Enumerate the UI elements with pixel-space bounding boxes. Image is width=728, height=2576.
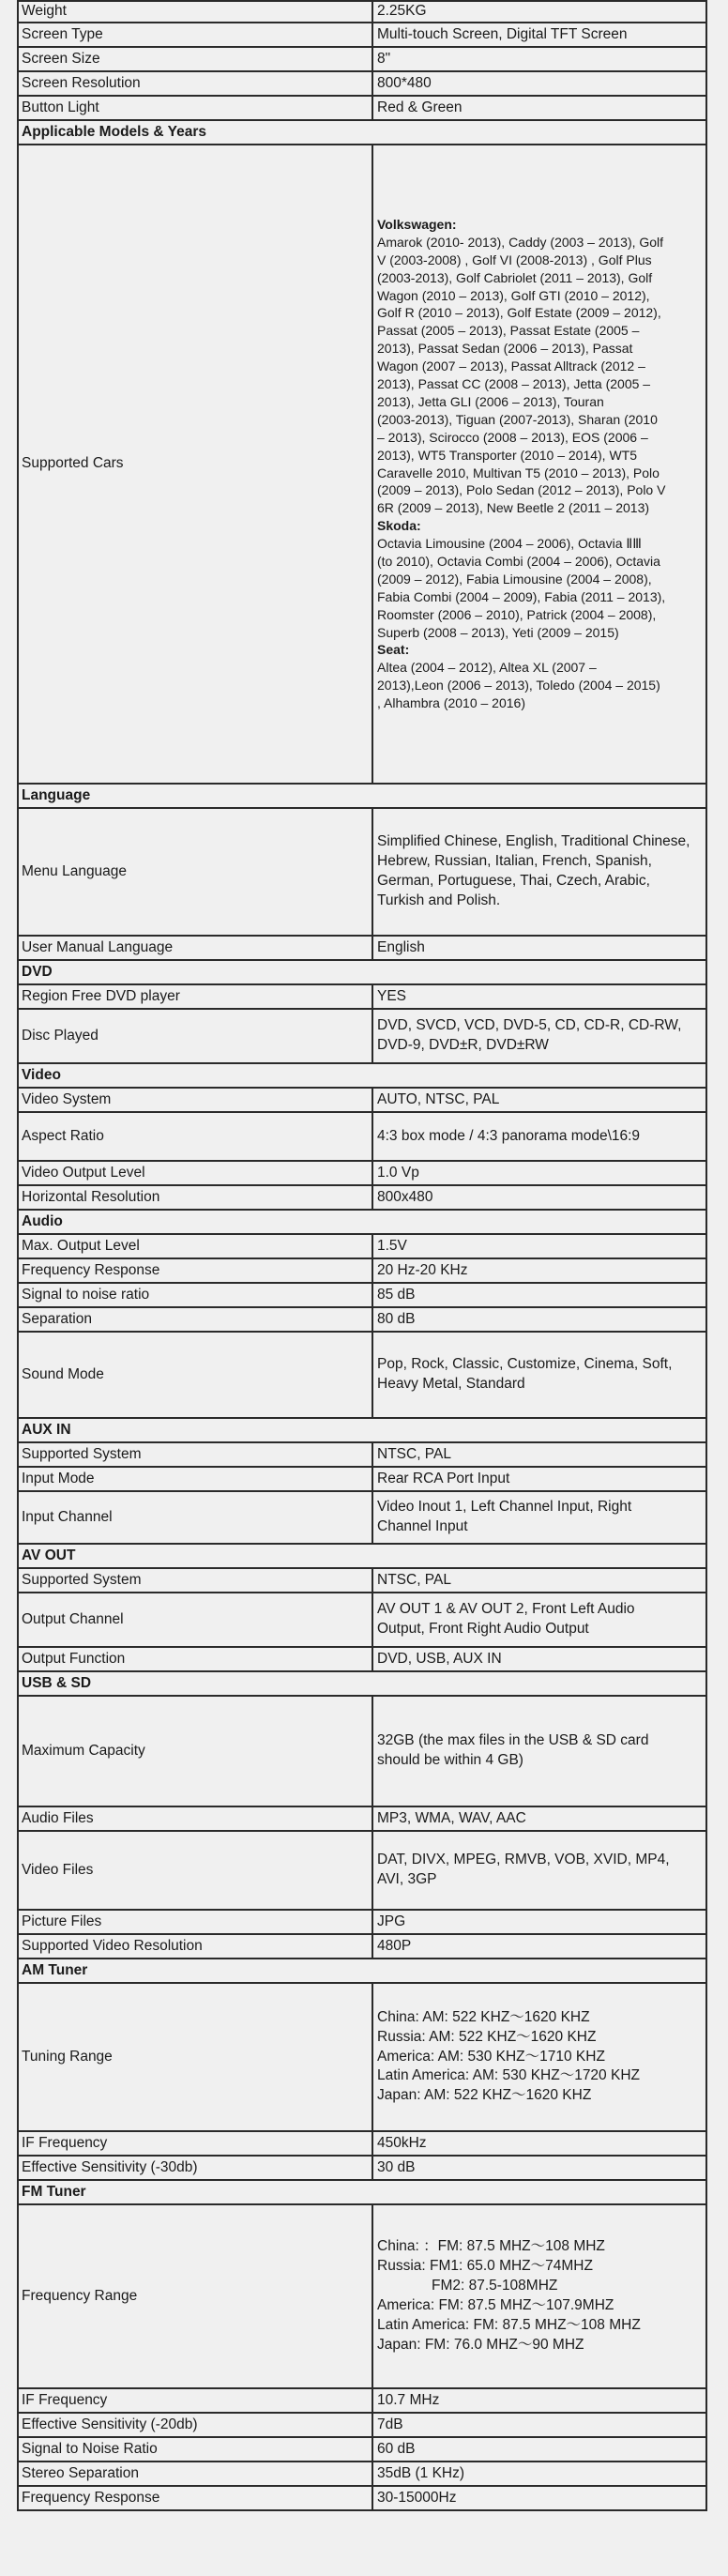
spec-label: Supported Cars — [18, 145, 372, 784]
spec-value-line: DVD-9, DVD±R, DVD±RW — [377, 1037, 549, 1053]
spec-label: Region Free DVD player — [18, 984, 372, 1009]
section-header-av-out — [18, 1544, 706, 1568]
spec-value-line: Japan: AM: 522 KHZ～1620 KHZ — [377, 2087, 592, 2104]
spec-value — [372, 1831, 706, 1910]
spec-label: Input Channel — [18, 1491, 372, 1544]
spec-value — [372, 1112, 706, 1161]
spec-row-video-files — [18, 1831, 706, 1910]
spec-label: Supported System — [18, 1442, 372, 1467]
spec-value-line: Simplified Chinese, English, Traditional Chinese, — [377, 833, 690, 850]
spec-value — [372, 71, 706, 96]
spec-value — [372, 1258, 706, 1283]
spec-value-line: MP3, WMA, WAV, AAC — [377, 1809, 526, 1826]
spec-label: Signal to Noise Ratio — [18, 2437, 372, 2462]
spec-value-line: (to 2010), Octavia Combi (2004 – 2006), Octavia — [377, 553, 660, 569]
spec-value — [372, 1983, 706, 2131]
spec-row-sound-mode — [18, 1332, 706, 1418]
spec-value-line: Multi-touch Screen, Digital TFT Screen — [377, 25, 628, 42]
spec-value-line: 80 dB — [377, 1310, 416, 1327]
spec-value-line: 2013), Jetta GLI (2006 – 2013), Touran — [377, 393, 604, 409]
spec-label: Max. Output Level — [18, 1234, 372, 1258]
spec-value — [372, 96, 706, 120]
spec-value-line: 4:3 box mode / 4:3 panorama mode\16:9 — [377, 1127, 641, 1144]
spec-value-line: (2003-2013), Golf Cabriolet (2011 – 2013), Golf — [377, 269, 653, 285]
spec-value-line: – 2013), Scirocco (2008 – 2013), EOS (2006 – — [377, 429, 648, 445]
spec-label: Disc Played — [18, 1009, 372, 1063]
spec-value-line: , Alhambra (2010 – 2016) — [377, 695, 525, 711]
spec-row-input-mode — [18, 1467, 706, 1491]
spec-row-supported-system — [18, 1442, 706, 1467]
section-title: USB & SD — [18, 1671, 706, 1696]
spec-value — [372, 1647, 706, 1671]
spec-value-line: Channel Input — [377, 1518, 468, 1534]
spec-row-supported-cars — [18, 145, 706, 784]
spec-value-line: 800*480 — [377, 74, 432, 91]
spec-label: Picture Files — [18, 1910, 372, 1934]
spec-value-line: 60 dB — [377, 2440, 416, 2457]
spec-row-supported-system — [18, 1568, 706, 1593]
section-title: AUX IN — [18, 1418, 706, 1442]
spec-row-maximum-capacity — [18, 1696, 706, 1806]
spec-value-line: FM2: 87.5-108MHZ — [432, 2278, 558, 2294]
spec-value — [372, 1234, 706, 1258]
spec-value-line: Pop, Rock, Classic, Customize, Cinema, Soft, — [377, 1356, 673, 1373]
spec-value-line: AUTO, NTSC, PAL — [377, 1090, 500, 1107]
spec-row-supported-video-resolution — [18, 1934, 706, 1959]
spec-value-line: America: AM: 530 KHZ～1710 KHZ — [377, 2048, 605, 2065]
spec-label: Separation — [18, 1307, 372, 1332]
spec-row-frequency-response — [18, 1258, 706, 1283]
spec-value — [372, 1491, 706, 1544]
spec-value-line: 2.25KG — [377, 3, 427, 20]
spec-value-line: Altea (2004 – 2012), Altea XL (2007 – — [377, 660, 597, 676]
spec-row-aspect-ratio — [18, 1112, 706, 1161]
section-title: Applicable Models & Years — [18, 120, 706, 145]
spec-value — [372, 2131, 706, 2156]
spec-value — [372, 1696, 706, 1806]
spec-label: Screen Type — [18, 23, 372, 47]
spec-value-line: Passat (2005 – 2013), Passat Estate (2005 – — [377, 323, 640, 339]
spec-value-line: JPG — [377, 1913, 406, 1929]
spec-value-line: Russia: AM: 522 KHZ～1620 KHZ — [377, 2028, 597, 2045]
spec-row-button-light — [18, 96, 706, 120]
spec-value-line: 7dB — [377, 2416, 403, 2432]
spec-value — [372, 2486, 706, 2510]
spec-row-audio-files — [18, 1806, 706, 1831]
spec-value-line: NTSC, PAL — [377, 1445, 451, 1462]
spec-value-line: 8" — [377, 50, 391, 67]
spec-value — [372, 984, 706, 1009]
spec-label: Horizontal Resolution — [18, 1185, 372, 1210]
spec-label: IF Frequency — [18, 2388, 372, 2413]
spec-label: Button Light — [18, 96, 372, 120]
spec-label: Video System — [18, 1088, 372, 1112]
spec-value — [372, 47, 706, 71]
spec-label: Frequency Response — [18, 2486, 372, 2510]
spec-value-line: 1.0 Vp — [377, 1164, 419, 1181]
spec-value — [372, 1332, 706, 1418]
spec-row-max-output-level — [18, 1234, 706, 1258]
spec-label: Frequency Response — [18, 1258, 372, 1283]
spec-value-line: Latin America: FM: 87.5 MHZ～108 MHZ — [377, 2316, 641, 2333]
section-title: AV OUT — [18, 1544, 706, 1568]
spec-value — [372, 2462, 706, 2486]
spec-value-line: Caravelle 2010, Multivan T5 (2010 – 2013), Polo — [377, 465, 660, 480]
spec-value — [372, 1467, 706, 1491]
spec-label: Input Mode — [18, 1467, 372, 1491]
spec-row-effective-sensitivity-20db — [18, 2413, 706, 2437]
spec-label: Frequency Range — [18, 2204, 372, 2388]
spec-value — [372, 2437, 706, 2462]
spec-value-line: America: FM: 87.5 MHZ～107.9MHZ — [377, 2297, 614, 2313]
spec-row-user-manual-language — [18, 936, 706, 960]
spec-value-line: (2009 – 2013), Polo Sedan (2012 – 2013), Polo V — [377, 482, 666, 498]
spec-value — [372, 1185, 706, 1210]
section-header-aux-in — [18, 1418, 706, 1442]
spec-value — [372, 2156, 706, 2180]
spec-value-line: Volkswagen: — [377, 217, 457, 233]
spec-value-line: Russia: FM1: 65.0 MHZ～74MHZ — [377, 2258, 593, 2275]
section-header-applicable-models-years — [18, 120, 706, 145]
spec-value-line: 32GB (the max files in the USB & SD card — [377, 1732, 649, 1749]
spec-row-frequency-response — [18, 2486, 706, 2510]
section-title: Video — [18, 1063, 706, 1088]
spec-value — [372, 1307, 706, 1332]
spec-label: Maximum Capacity — [18, 1696, 372, 1806]
spec-row-weight — [18, 1, 706, 23]
spec-value — [372, 1161, 706, 1185]
spec-value — [372, 1934, 706, 1959]
spec-value — [372, 1283, 706, 1307]
spec-value-line: Red & Green — [377, 99, 463, 115]
spec-label: Stereo Separation — [18, 2462, 372, 2486]
spec-label: User Manual Language — [18, 936, 372, 960]
spec-value — [372, 1910, 706, 1934]
spec-value-line: Output, Front Right Audio Output — [377, 1621, 589, 1637]
spec-value-line: 85 dB — [377, 1286, 416, 1303]
spec-row-video-system — [18, 1088, 706, 1112]
spec-table — [17, 0, 707, 2511]
spec-value-line: Golf R (2010 – 2013), Golf Estate (2009 – 2012), — [377, 305, 661, 321]
section-header-am-tuner — [18, 1959, 706, 1983]
spec-value-line: Skoda: — [377, 518, 421, 534]
spec-value-line: Heavy Metal, Standard — [377, 1376, 525, 1392]
spec-value — [372, 23, 706, 47]
spec-row-disc-played — [18, 1009, 706, 1063]
spec-label: Screen Resolution — [18, 71, 372, 96]
spec-value-line: Superb (2008 – 2013), Yeti (2009 – 2015) — [377, 624, 619, 640]
spec-row-screen-resolution — [18, 71, 706, 96]
spec-label: Supported System — [18, 1568, 372, 1593]
spec-value-line: (2009 – 2012), Fabia Limousine (2004 – 2008), — [377, 571, 652, 587]
spec-row-video-output-level — [18, 1161, 706, 1185]
spec-value-line: 30-15000Hz — [377, 2489, 457, 2506]
section-title: AM Tuner — [18, 1959, 706, 1983]
spec-row-signal-to-noise-ratio — [18, 1283, 706, 1307]
spec-value-line: German, Portuguese, Thai, Czech, Arabic, — [377, 873, 650, 889]
spec-value-line: Wagon (2010 – 2013), Golf GTI (2010 – 2012), — [377, 287, 650, 303]
spec-value-line: 30 dB — [377, 2158, 416, 2175]
spec-value-line: V (2003-2008) , Golf VI (2008-2013) , Golf Plus — [377, 252, 652, 267]
spec-label: Signal to noise ratio — [18, 1283, 372, 1307]
spec-value-line: 2013),Leon (2006 – 2013), Toledo (2004 – 2015) — [377, 678, 660, 694]
spec-label: Effective Sensitivity (-20db) — [18, 2413, 372, 2437]
spec-value-line: 800x480 — [377, 1188, 433, 1205]
spec-label: Weight — [18, 1, 372, 23]
spec-label: Output Function — [18, 1647, 372, 1671]
spec-value-line: YES — [377, 987, 407, 1004]
spec-value-line: should be within 4 GB) — [377, 1752, 523, 1768]
spec-label: Tuning Range — [18, 1983, 372, 2131]
spec-row-if-frequency — [18, 2388, 706, 2413]
spec-row-picture-files — [18, 1910, 706, 1934]
spec-row-screen-type — [18, 23, 706, 47]
spec-row-menu-language — [18, 808, 706, 936]
spec-value — [372, 1088, 706, 1112]
section-title: Audio — [18, 1210, 706, 1234]
spec-value — [372, 1009, 706, 1063]
spec-row-horizontal-resolution — [18, 1185, 706, 1210]
spec-value-line: DVD, SVCD, VCD, DVD-5, CD, CD-R, CD-RW, — [377, 1017, 682, 1034]
spec-value-line: China: ：FM: 87.5 MHZ～108 MHZ — [377, 2238, 605, 2255]
spec-value-line: 450kHz — [377, 2134, 427, 2151]
section-header-video — [18, 1063, 706, 1088]
spec-value-line: DAT, DIVX, MPEG, RMVB, VOB, XVID, MP4, — [377, 1852, 670, 1868]
spec-value-line: Wagon (2007 – 2013), Passat Alltrack (2012 – — [377, 358, 645, 374]
spec-row-input-channel — [18, 1491, 706, 1544]
spec-label: Supported Video Resolution — [18, 1934, 372, 1959]
section-header-dvd — [18, 960, 706, 984]
section-header-language — [18, 784, 706, 808]
spec-label: Video Output Level — [18, 1161, 372, 1185]
spec-value-line: DVD, USB, AUX IN — [377, 1650, 502, 1667]
spec-label: IF Frequency — [18, 2131, 372, 2156]
spec-value — [372, 1568, 706, 1593]
spec-value-line: Seat: — [377, 642, 410, 658]
spec-label: Aspect Ratio — [18, 1112, 372, 1161]
spec-label: Effective Sensitivity (-30db) — [18, 2156, 372, 2180]
spec-value-line: Latin America: AM: 530 KHZ～1720 KHZ — [377, 2067, 640, 2084]
spec-label: Video Files — [18, 1831, 372, 1910]
spec-row-region-free-dvd-player — [18, 984, 706, 1009]
spec-row-screen-size — [18, 47, 706, 71]
spec-value-line: Japan: FM: 76.0 MHZ～90 MHZ — [377, 2336, 584, 2353]
spec-value-line: Hebrew, Russian, Italian, French, Spanish, — [377, 853, 652, 870]
section-header-fm-tuner — [18, 2180, 706, 2204]
section-title: FM Tuner — [18, 2180, 706, 2204]
spec-row-separation — [18, 1307, 706, 1332]
section-header-audio — [18, 1210, 706, 1234]
spec-value-line: China: AM: 522 KHZ～1620 KHZ — [377, 2008, 590, 2025]
spec-value-line: AV OUT 1 & AV OUT 2, Front Left Audio — [377, 1601, 635, 1618]
spec-value-line: Rear RCA Port Input — [377, 1470, 510, 1486]
spec-value-line: 2013), Passat Sedan (2006 – 2013), Passat — [377, 341, 633, 357]
spec-value-line: 6R (2009 – 2013), New Beetle 2 (2011 – 2013) — [377, 500, 650, 516]
spec-label: Audio Files — [18, 1806, 372, 1831]
spec-label: Screen Size — [18, 47, 372, 71]
spec-value-line: 2013), WT5 Transporter (2010 – 2014), WT5 — [377, 447, 638, 463]
spec-value — [372, 2388, 706, 2413]
section-title: DVD — [18, 960, 706, 984]
spec-value-line: 2013), Passat CC (2008 – 2013), Jetta (2005 – — [377, 376, 651, 392]
spec-value — [372, 1442, 706, 1467]
spec-row-if-frequency — [18, 2131, 706, 2156]
spec-value-line: 10.7 MHz — [377, 2391, 440, 2408]
spec-value — [372, 1806, 706, 1831]
spec-label: Output Channel — [18, 1593, 372, 1647]
spec-value — [372, 2413, 706, 2437]
spec-row-output-channel — [18, 1593, 706, 1647]
spec-value — [372, 2204, 706, 2388]
spec-value-line: 35dB (1 KHz) — [377, 2464, 465, 2481]
spec-value-line: AVI, 3GP — [377, 1871, 437, 1887]
spec-value-line: 20 Hz-20 KHz — [377, 1261, 468, 1278]
spec-value — [372, 936, 706, 960]
spec-table-body — [18, 1, 706, 2510]
spec-value — [372, 1, 706, 23]
spec-value-line: NTSC, PAL — [377, 1571, 451, 1588]
spec-value-line: (2003-2013), Tiguan (2007-2013), Sharan (2010 — [377, 411, 658, 427]
spec-row-tuning-range — [18, 1983, 706, 2131]
spec-value-line: English — [377, 938, 425, 955]
spec-value — [372, 808, 706, 936]
section-title: Language — [18, 784, 706, 808]
spec-value-line: Roomster (2006 – 2010), Patrick (2004 – 2008), — [377, 606, 657, 622]
spec-row-effective-sensitivity-30db — [18, 2156, 706, 2180]
spec-label: Sound Mode — [18, 1332, 372, 1418]
spec-value-line: Fabia Combi (2004 – 2009), Fabia (2011 – 2013), — [377, 588, 666, 604]
spec-value — [372, 145, 706, 784]
spec-row-frequency-range — [18, 2204, 706, 2388]
spec-row-stereo-separation — [18, 2462, 706, 2486]
spec-value-line: Octavia Limousine (2004 – 2006), Octavia ⅡⅢ — [377, 536, 642, 552]
spec-value-line: 1.5V — [377, 1237, 407, 1254]
spec-value-line: Turkish and Polish. — [377, 892, 501, 908]
section-header-usb-sd — [18, 1671, 706, 1696]
spec-label: Menu Language — [18, 808, 372, 936]
spec-value-line: 480P — [377, 1937, 412, 1954]
spec-value-line: Amarok (2010- 2013), Caddy (2003 – 2013), Golf — [377, 234, 664, 250]
spec-value-line: Video Inout 1, Left Channel Input, Right — [377, 1499, 632, 1516]
spec-row-output-function — [18, 1647, 706, 1671]
spec-row-signal-to-noise-ratio — [18, 2437, 706, 2462]
spec-value — [372, 1593, 706, 1647]
